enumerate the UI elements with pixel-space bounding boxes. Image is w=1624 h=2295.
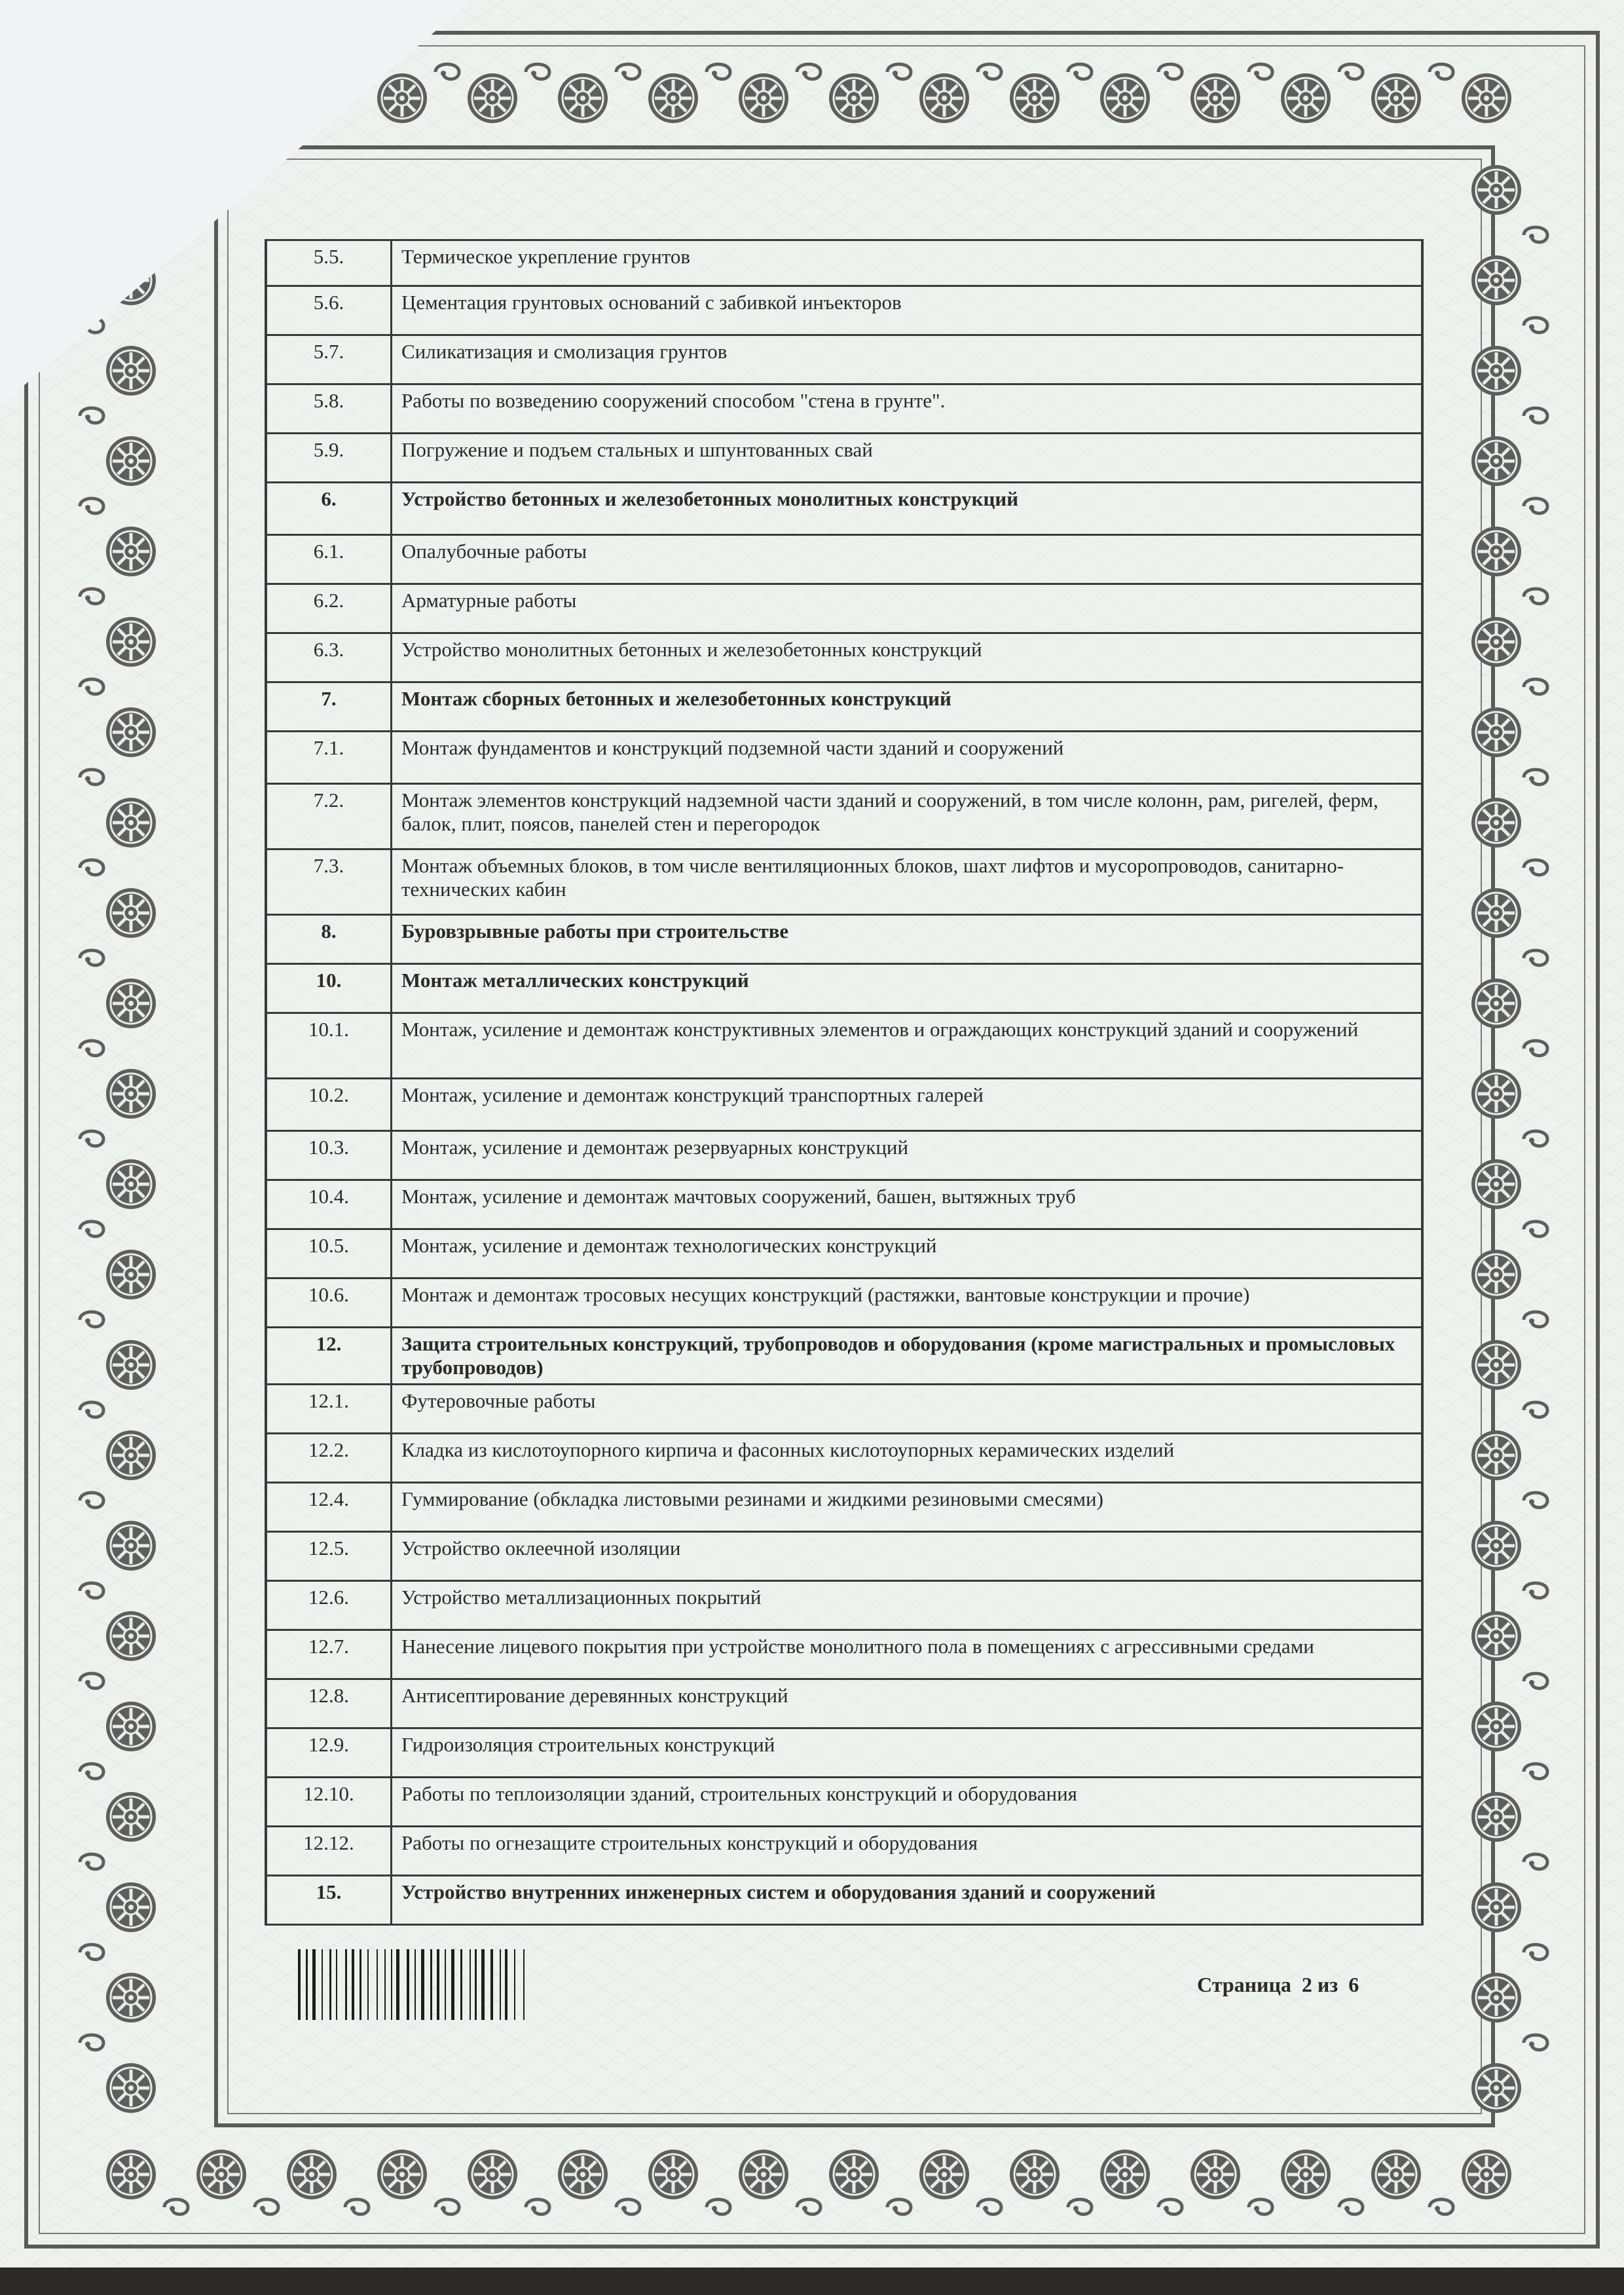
row-text: Цементация грунтовых оснований с забивкой инъекторов bbox=[392, 286, 1423, 335]
barcode-bar bbox=[407, 1949, 409, 2020]
barcode-bar bbox=[514, 1949, 515, 2020]
row-number: 10.1. bbox=[266, 1013, 392, 1079]
table-row bbox=[266, 1827, 1422, 1876]
row-text: Термическое укрепление грунтов bbox=[392, 240, 1423, 286]
barcode-bar bbox=[377, 1949, 378, 2020]
table-row bbox=[266, 335, 1422, 384]
row-text: Нанесение лицевого покрытия при устройстве монолитного пола в помещениях с агрессивными средами bbox=[392, 1630, 1423, 1679]
row-text: Монтаж, усиление и демонтаж технологических конструкций bbox=[392, 1229, 1423, 1278]
barcode-bar bbox=[421, 1949, 424, 2020]
row-number: 10.2. bbox=[266, 1079, 392, 1131]
row-text: Монтаж элементов конструкций надземной части зданий и сооружений, в том числе колонн, рам, ригелей, ферм, балок, плит, поясов, панелей стен и перегородок bbox=[392, 784, 1423, 849]
row-number: 12.10. bbox=[266, 1778, 392, 1827]
row-number: 12.4. bbox=[266, 1483, 392, 1532]
row-text: Работы по теплоизоляции зданий, строительных конструкций и оборудования bbox=[392, 1778, 1423, 1827]
row-number: 5.9. bbox=[266, 434, 392, 483]
table-row bbox=[266, 1385, 1422, 1434]
row-text: Монтаж и демонтаж тросовых несущих конструкций (растяжки, вантовые конструкции и прочие) bbox=[392, 1278, 1423, 1328]
row-number: 6.2. bbox=[266, 584, 392, 633]
row-text: Защита строительных конструкций, трубопроводов и оборудования (кроме магистральных и промысловых трубопроводов) bbox=[392, 1328, 1423, 1385]
row-text: Работы по возведению сооружений способом "стена в грунте". bbox=[392, 384, 1423, 434]
barcode-bar bbox=[505, 1949, 507, 2020]
row-text: Монтаж, усиление и демонтаж мачтовых сооружений, башен, вытяжных труб bbox=[392, 1180, 1423, 1229]
table-row bbox=[266, 1180, 1422, 1229]
barcode-bar bbox=[475, 1949, 477, 2020]
row-text: Буровзрывные работы при строительстве bbox=[392, 915, 1423, 964]
table-row bbox=[266, 535, 1422, 584]
table-row bbox=[266, 584, 1422, 633]
table-row bbox=[266, 240, 1422, 286]
row-number: 12.1. bbox=[266, 1385, 392, 1434]
row-number: 6. bbox=[266, 483, 392, 535]
row-number: 6.3. bbox=[266, 633, 392, 682]
page-number-label: Страница 2 из 6 bbox=[1197, 1973, 1359, 1996]
table-row bbox=[266, 1483, 1422, 1532]
row-number: 12.5. bbox=[266, 1532, 392, 1581]
row-number: 12.6. bbox=[266, 1581, 392, 1630]
row-text: Опалубочные работы bbox=[392, 535, 1423, 584]
row-text: Монтаж, усиление и демонтаж конструктивных элементов и ограждающих конструкций зданий и сооружений bbox=[392, 1013, 1423, 1079]
barcode-bar bbox=[415, 1949, 416, 2020]
table-row bbox=[266, 434, 1422, 483]
barcode-bar bbox=[306, 1949, 308, 2020]
barcode-bar bbox=[481, 1949, 485, 2020]
table-row bbox=[266, 1013, 1422, 1079]
barcode-bar bbox=[352, 1949, 354, 2020]
barcode-bar bbox=[470, 1949, 471, 2020]
table-row bbox=[266, 1229, 1422, 1278]
table-row bbox=[266, 1079, 1422, 1131]
row-text: Кладка из кислотоупорного кирпича и фасонных кислотоупорных керамических изделий bbox=[392, 1434, 1423, 1483]
table-row bbox=[266, 784, 1422, 849]
row-text: Монтаж металлических конструкций bbox=[392, 964, 1423, 1013]
barcode-bar bbox=[460, 1949, 462, 2020]
table-row bbox=[266, 1778, 1422, 1827]
barcode-bar bbox=[490, 1949, 493, 2020]
row-text: Антисептирование деревянных конструкций bbox=[392, 1679, 1423, 1728]
table-row bbox=[266, 1131, 1422, 1180]
row-text: Гуммирование (обкладка листовыми резинами и жидкими резиновыми смесями) bbox=[392, 1483, 1423, 1532]
table-row bbox=[266, 483, 1422, 535]
row-number: 7.1. bbox=[266, 732, 392, 784]
table-row bbox=[266, 1532, 1422, 1581]
row-number: 12.12. bbox=[266, 1827, 392, 1876]
row-text: Гидроизоляция строительных конструкций bbox=[392, 1728, 1423, 1778]
row-text: Монтаж, усиление и демонтаж резервуарных конструкций bbox=[392, 1131, 1423, 1180]
barcode-bar bbox=[367, 1949, 369, 2020]
barcode-bar bbox=[430, 1949, 432, 2020]
barcode-bar bbox=[391, 1949, 392, 2020]
row-text: Монтаж фундаментов и конструкций подземной части зданий и сооружений bbox=[392, 732, 1423, 784]
barcode-bar bbox=[500, 1949, 501, 2020]
barcode-bar bbox=[345, 1949, 347, 2020]
row-text: Устройство бетонных и железобетонных монолитных конструкций bbox=[392, 483, 1423, 535]
barcode-bar bbox=[445, 1949, 446, 2020]
row-text: Футеровочные работы bbox=[392, 1385, 1423, 1434]
row-text: Устройство монолитных бетонных и железобетонных конструкций bbox=[392, 633, 1423, 682]
row-number: 12.7. bbox=[266, 1630, 392, 1679]
barcode-bar bbox=[396, 1949, 399, 2020]
table-row bbox=[266, 915, 1422, 964]
row-number: 8. bbox=[266, 915, 392, 964]
row-text: Арматурные работы bbox=[392, 584, 1423, 633]
row-number: 5.5. bbox=[266, 240, 392, 286]
row-number: 7.2. bbox=[266, 784, 392, 849]
row-number: 10.6. bbox=[266, 1278, 392, 1328]
row-number: 5.6. bbox=[266, 286, 392, 335]
barcode-bar bbox=[523, 1949, 525, 2020]
barcode-bar bbox=[312, 1949, 316, 2020]
table-row bbox=[266, 286, 1422, 335]
row-number: 5.7. bbox=[266, 335, 392, 384]
row-number: 10.5. bbox=[266, 1229, 392, 1278]
works-table bbox=[265, 239, 1424, 1926]
barcode-bar bbox=[384, 1949, 386, 2020]
table-row bbox=[266, 1630, 1422, 1679]
row-text: Монтаж сборных бетонных и железобетонных конструкций bbox=[392, 682, 1423, 732]
row-number: 12.8. bbox=[266, 1679, 392, 1728]
row-number: 12.9. bbox=[266, 1728, 392, 1778]
table-row bbox=[266, 964, 1422, 1013]
row-text: Силикатизация и смолизация грунтов bbox=[392, 335, 1423, 384]
table-row bbox=[266, 1728, 1422, 1778]
table-row bbox=[266, 849, 1422, 915]
row-number: 5.8. bbox=[266, 384, 392, 434]
barcode-bar bbox=[329, 1949, 331, 2020]
barcode-bar bbox=[451, 1949, 454, 2020]
barcode-bar bbox=[437, 1949, 439, 2020]
row-text: Устройство оклеечной изоляции bbox=[392, 1532, 1423, 1581]
row-number: 10.3. bbox=[266, 1131, 392, 1180]
table-row bbox=[266, 682, 1422, 732]
table-row bbox=[266, 1278, 1422, 1328]
row-number: 6.1. bbox=[266, 535, 392, 584]
row-number: 12. bbox=[266, 1328, 392, 1385]
table-row bbox=[266, 633, 1422, 682]
barcode-bar bbox=[360, 1949, 361, 2020]
table-row bbox=[266, 1876, 1422, 1925]
row-text: Работы по огнезащите строительных конструкций и оборудования bbox=[392, 1827, 1423, 1876]
table-row bbox=[266, 1581, 1422, 1630]
row-number: 7.3. bbox=[266, 849, 392, 915]
row-number: 12.2. bbox=[266, 1434, 392, 1483]
row-number: 10.4. bbox=[266, 1180, 392, 1229]
barcode-bar bbox=[298, 1949, 301, 2020]
barcode-bar bbox=[322, 1949, 323, 2020]
table-row bbox=[266, 384, 1422, 434]
barcode bbox=[298, 1949, 619, 2020]
row-number: 10. bbox=[266, 964, 392, 1013]
background-edge bbox=[0, 2267, 1624, 2295]
row-text: Устройство металлизационных покрытий bbox=[392, 1581, 1423, 1630]
row-text: Монтаж объемных блоков, в том числе вентиляционных блоков, шахт лифтов и мусоропроводов, санитарно-технических кабин bbox=[392, 849, 1423, 915]
row-number: 15. bbox=[266, 1876, 392, 1925]
barcode-bar bbox=[336, 1949, 337, 2020]
table-row bbox=[266, 732, 1422, 784]
row-text: Устройство внутренних инженерных систем и оборудования зданий и сооружений bbox=[392, 1876, 1423, 1925]
table-row bbox=[266, 1328, 1422, 1385]
table-row bbox=[266, 1679, 1422, 1728]
row-text: Монтаж, усиление и демонтаж конструкций транспортных галерей bbox=[392, 1079, 1423, 1131]
row-number: 7. bbox=[266, 682, 392, 732]
table-row bbox=[266, 1434, 1422, 1483]
row-text: Погружение и подъем стальных и шпунтованных свай bbox=[392, 434, 1423, 483]
